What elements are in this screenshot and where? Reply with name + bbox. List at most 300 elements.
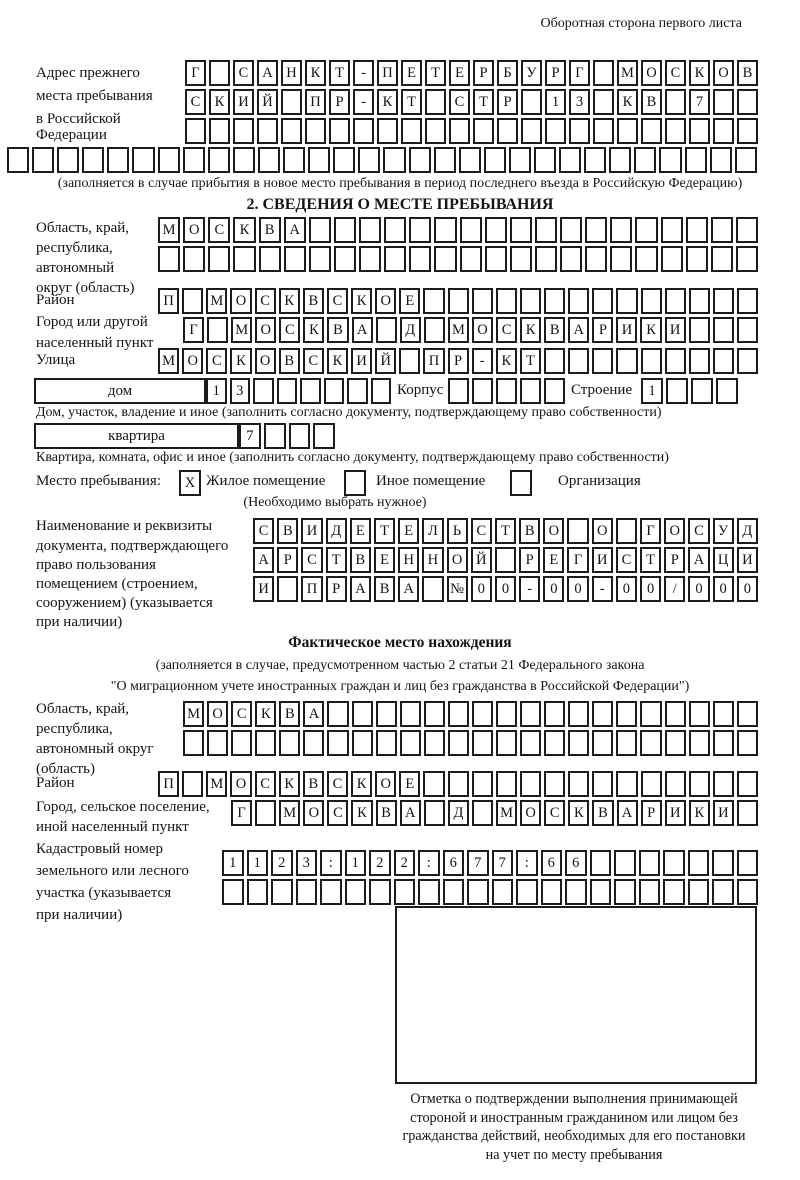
char-cell[interactable] — [409, 217, 431, 243]
char-cell[interactable] — [329, 118, 350, 144]
char-cell[interactable] — [565, 879, 587, 905]
char-cell[interactable] — [473, 118, 494, 144]
char-cell[interactable]: К — [303, 317, 324, 343]
char-cell[interactable]: В — [279, 701, 300, 727]
char-cell[interactable]: К — [209, 89, 230, 115]
char-cell[interactable] — [614, 879, 636, 905]
char-cell[interactable] — [418, 879, 440, 905]
char-cell[interactable]: С — [665, 60, 686, 86]
char-cell[interactable] — [327, 701, 348, 727]
char-cell[interactable] — [711, 217, 733, 243]
char-cell[interactable] — [713, 348, 734, 374]
char-cell[interactable]: К — [327, 348, 348, 374]
char-cell[interactable]: О — [472, 317, 493, 343]
char-cell[interactable]: П — [377, 60, 398, 86]
char-cell[interactable] — [347, 378, 368, 404]
char-cell[interactable] — [568, 348, 589, 374]
document-row-2[interactable] — [253, 547, 758, 573]
char-cell[interactable] — [182, 288, 203, 314]
char-cell[interactable] — [641, 771, 662, 797]
char-cell[interactable]: И — [301, 518, 322, 544]
char-cell[interactable] — [247, 879, 269, 905]
char-cell[interactable] — [737, 288, 758, 314]
char-cell[interactable]: 1 — [247, 850, 269, 876]
document-row-3[interactable] — [253, 576, 758, 602]
char-cell[interactable] — [544, 288, 565, 314]
korpus-cells[interactable] — [448, 378, 565, 404]
char-cell[interactable]: 3 — [230, 378, 251, 404]
char-cell[interactable]: К — [351, 288, 372, 314]
char-cell[interactable]: О — [303, 800, 324, 826]
char-cell[interactable]: Л — [422, 518, 443, 544]
char-cell[interactable] — [484, 147, 506, 173]
char-cell[interactable] — [400, 701, 421, 727]
char-cell[interactable]: М — [496, 800, 517, 826]
char-cell[interactable]: Е — [374, 547, 395, 573]
char-cell[interactable] — [665, 118, 686, 144]
dom-number-cells[interactable] — [206, 378, 391, 404]
char-cell[interactable]: В — [544, 317, 565, 343]
char-cell[interactable]: Г — [231, 800, 252, 826]
char-cell[interactable]: С — [301, 547, 322, 573]
char-cell[interactable] — [277, 576, 298, 602]
char-cell[interactable] — [737, 701, 758, 727]
char-cell[interactable] — [716, 378, 738, 404]
char-cell[interactable]: К — [520, 317, 541, 343]
char-cell[interactable] — [303, 730, 324, 756]
char-cell[interactable]: И — [592, 547, 613, 573]
char-cell[interactable] — [593, 60, 614, 86]
char-cell[interactable] — [639, 879, 661, 905]
char-cell[interactable]: С — [544, 800, 565, 826]
char-cell[interactable]: Т — [520, 348, 541, 374]
char-cell[interactable]: 0 — [737, 576, 758, 602]
char-cell[interactable]: А — [398, 576, 419, 602]
char-cell[interactable] — [497, 118, 518, 144]
char-cell[interactable]: О — [182, 348, 203, 374]
char-cell[interactable]: 1 — [222, 850, 244, 876]
char-cell[interactable] — [495, 547, 516, 573]
char-cell[interactable]: Р — [641, 800, 662, 826]
char-cell[interactable] — [510, 217, 532, 243]
kadastr-row-2[interactable] — [222, 879, 758, 905]
char-cell[interactable]: О — [713, 60, 734, 86]
ulitsa-row[interactable] — [158, 348, 758, 374]
char-cell[interactable] — [369, 879, 391, 905]
char-cell[interactable]: В — [519, 518, 540, 544]
char-cell[interactable]: 7 — [492, 850, 514, 876]
char-cell[interactable]: Т — [495, 518, 516, 544]
char-cell[interactable] — [305, 118, 326, 144]
char-cell[interactable] — [585, 246, 607, 272]
char-cell[interactable] — [233, 147, 255, 173]
char-cell[interactable] — [689, 348, 710, 374]
char-cell[interactable]: С — [279, 317, 300, 343]
char-cell[interactable] — [713, 118, 734, 144]
char-cell[interactable] — [281, 89, 302, 115]
char-cell[interactable] — [592, 348, 613, 374]
char-cell[interactable] — [352, 701, 373, 727]
char-cell[interactable] — [544, 348, 565, 374]
char-cell[interactable] — [376, 730, 397, 756]
char-cell[interactable]: М — [206, 771, 227, 797]
char-cell[interactable] — [711, 246, 733, 272]
char-cell[interactable] — [665, 288, 686, 314]
char-cell[interactable] — [616, 518, 637, 544]
char-cell[interactable]: К — [279, 288, 300, 314]
char-cell[interactable] — [634, 147, 656, 173]
char-cell[interactable] — [472, 771, 493, 797]
char-cell[interactable]: 0 — [688, 576, 709, 602]
char-cell[interactable]: О — [230, 288, 251, 314]
char-cell[interactable] — [688, 850, 710, 876]
char-cell[interactable]: М — [231, 317, 252, 343]
char-cell[interactable] — [544, 730, 565, 756]
char-cell[interactable]: Р — [497, 89, 518, 115]
char-cell[interactable] — [568, 701, 589, 727]
char-cell[interactable] — [459, 147, 481, 173]
char-cell[interactable] — [616, 771, 637, 797]
char-cell[interactable] — [32, 147, 54, 173]
char-cell[interactable] — [472, 288, 493, 314]
char-cell[interactable]: Р — [545, 60, 566, 86]
char-cell[interactable] — [257, 118, 278, 144]
char-cell[interactable] — [185, 118, 206, 144]
char-cell[interactable] — [394, 879, 416, 905]
char-cell[interactable]: Н — [281, 60, 302, 86]
char-cell[interactable]: К — [377, 89, 398, 115]
char-cell[interactable] — [520, 701, 541, 727]
char-cell[interactable] — [158, 147, 180, 173]
fact-oblast-row-1[interactable] — [183, 701, 758, 727]
char-cell[interactable] — [665, 701, 686, 727]
char-cell[interactable] — [296, 879, 318, 905]
char-cell[interactable]: С — [303, 348, 324, 374]
char-cell[interactable] — [207, 317, 228, 343]
char-cell[interactable] — [641, 288, 662, 314]
char-cell[interactable] — [132, 147, 154, 173]
char-cell[interactable] — [182, 771, 203, 797]
char-cell[interactable]: О — [592, 518, 613, 544]
char-cell[interactable]: Й — [257, 89, 278, 115]
char-cell[interactable]: К — [279, 771, 300, 797]
char-cell[interactable]: Е — [399, 771, 420, 797]
char-cell[interactable] — [327, 730, 348, 756]
char-cell[interactable] — [510, 470, 532, 496]
char-cell[interactable] — [424, 317, 445, 343]
char-cell[interactable]: 7 — [467, 850, 489, 876]
char-cell[interactable]: Н — [422, 547, 443, 573]
char-cell[interactable]: Д — [448, 800, 469, 826]
char-cell[interactable] — [448, 378, 469, 404]
char-cell[interactable]: Р — [277, 547, 298, 573]
fact-raion-row[interactable] — [158, 771, 758, 797]
char-cell[interactable]: 0 — [471, 576, 492, 602]
char-cell[interactable]: У — [521, 60, 542, 86]
fact-oblast-row-2[interactable] — [183, 730, 758, 756]
char-cell[interactable]: С — [616, 547, 637, 573]
char-cell[interactable]: В — [277, 518, 298, 544]
char-cell[interactable]: В — [376, 800, 397, 826]
char-cell[interactable] — [521, 89, 542, 115]
char-cell[interactable]: О — [447, 547, 468, 573]
char-cell[interactable] — [424, 730, 445, 756]
char-cell[interactable]: С — [327, 288, 348, 314]
char-cell[interactable]: 1 — [345, 850, 367, 876]
char-cell[interactable]: У — [713, 518, 734, 544]
char-cell[interactable]: 1 — [641, 378, 663, 404]
char-cell[interactable]: А — [400, 800, 421, 826]
char-cell[interactable] — [434, 217, 456, 243]
char-cell[interactable] — [585, 217, 607, 243]
char-cell[interactable]: И — [665, 800, 686, 826]
char-cell[interactable]: : — [418, 850, 440, 876]
char-cell[interactable]: А — [352, 317, 373, 343]
char-cell[interactable] — [592, 701, 613, 727]
char-cell[interactable]: С — [206, 348, 227, 374]
char-cell[interactable]: Г — [567, 547, 588, 573]
char-cell[interactable] — [158, 246, 180, 272]
char-cell[interactable]: В — [303, 771, 324, 797]
char-cell[interactable]: К — [568, 800, 589, 826]
char-cell[interactable]: 7 — [689, 89, 710, 115]
char-cell[interactable]: X — [179, 470, 201, 496]
char-cell[interactable] — [255, 800, 276, 826]
char-cell[interactable] — [609, 147, 631, 173]
char-cell[interactable] — [593, 89, 614, 115]
char-cell[interactable] — [308, 147, 330, 173]
char-cell[interactable]: Т — [473, 89, 494, 115]
prev-address-row-2[interactable] — [185, 89, 758, 115]
gorod-row[interactable] — [183, 317, 758, 343]
char-cell[interactable]: Й — [375, 348, 396, 374]
char-cell[interactable] — [57, 147, 79, 173]
char-cell[interactable] — [376, 317, 397, 343]
char-cell[interactable] — [592, 288, 613, 314]
char-cell[interactable]: В — [327, 317, 348, 343]
char-cell[interactable]: Т — [374, 518, 395, 544]
raion-row[interactable] — [158, 288, 758, 314]
char-cell[interactable]: О — [207, 701, 228, 727]
char-cell[interactable] — [409, 147, 431, 173]
char-cell[interactable] — [593, 118, 614, 144]
char-cell[interactable] — [425, 118, 446, 144]
char-cell[interactable] — [688, 879, 710, 905]
char-cell[interactable]: В — [374, 576, 395, 602]
char-cell[interactable] — [231, 730, 252, 756]
char-cell[interactable] — [592, 771, 613, 797]
char-cell[interactable]: С — [253, 518, 274, 544]
char-cell[interactable]: С — [185, 89, 206, 115]
char-cell[interactable] — [384, 217, 406, 243]
char-cell[interactable] — [449, 118, 470, 144]
char-cell[interactable] — [737, 730, 758, 756]
char-cell[interactable]: А — [284, 217, 306, 243]
char-cell[interactable]: И — [616, 317, 637, 343]
char-cell[interactable] — [284, 246, 306, 272]
char-cell[interactable] — [333, 147, 355, 173]
char-cell[interactable] — [359, 217, 381, 243]
char-cell[interactable]: Е — [350, 518, 371, 544]
char-cell[interactable]: - — [592, 576, 613, 602]
char-cell[interactable]: Е — [449, 60, 470, 86]
char-cell[interactable]: П — [423, 348, 444, 374]
oblast-row-2[interactable] — [158, 246, 758, 272]
char-cell[interactable] — [666, 378, 688, 404]
char-cell[interactable] — [313, 423, 335, 449]
char-cell[interactable] — [737, 89, 758, 115]
char-cell[interactable]: С — [327, 771, 348, 797]
kvartira-number-cells[interactable] — [239, 423, 335, 449]
char-cell[interactable] — [253, 378, 274, 404]
char-cell[interactable] — [568, 288, 589, 314]
char-cell[interactable] — [568, 771, 589, 797]
char-cell[interactable]: К — [230, 348, 251, 374]
char-cell[interactable] — [233, 246, 255, 272]
char-cell[interactable] — [560, 246, 582, 272]
document-row-1[interactable] — [253, 518, 758, 544]
char-cell[interactable]: В — [737, 60, 758, 86]
char-cell[interactable] — [584, 147, 606, 173]
char-cell[interactable] — [735, 147, 757, 173]
stroenie-cells[interactable] — [641, 378, 738, 404]
char-cell[interactable]: К — [305, 60, 326, 86]
char-cell[interactable]: И — [351, 348, 372, 374]
char-cell[interactable]: О — [375, 771, 396, 797]
char-cell[interactable]: Т — [401, 89, 422, 115]
char-cell[interactable] — [222, 879, 244, 905]
char-cell[interactable] — [641, 348, 662, 374]
char-cell[interactable] — [359, 246, 381, 272]
char-cell[interactable] — [371, 378, 392, 404]
char-cell[interactable] — [448, 288, 469, 314]
char-cell[interactable]: 6 — [541, 850, 563, 876]
char-cell[interactable]: Н — [398, 547, 419, 573]
char-cell[interactable] — [496, 771, 517, 797]
char-cell[interactable] — [384, 246, 406, 272]
char-cell[interactable] — [443, 879, 465, 905]
char-cell[interactable] — [521, 118, 542, 144]
char-cell[interactable] — [485, 246, 507, 272]
char-cell[interactable]: В — [303, 288, 324, 314]
char-cell[interactable] — [520, 378, 541, 404]
char-cell[interactable]: С — [233, 60, 254, 86]
char-cell[interactable]: : — [320, 850, 342, 876]
char-cell[interactable] — [208, 246, 230, 272]
char-cell[interactable]: 3 — [569, 89, 590, 115]
char-cell[interactable]: Р — [519, 547, 540, 573]
char-cell[interactable] — [736, 246, 758, 272]
char-cell[interactable]: 1 — [545, 89, 566, 115]
char-cell[interactable]: - — [519, 576, 540, 602]
char-cell[interactable]: 0 — [616, 576, 637, 602]
char-cell[interactable] — [661, 246, 683, 272]
char-cell[interactable]: С — [688, 518, 709, 544]
char-cell[interactable] — [686, 246, 708, 272]
char-cell[interactable] — [544, 771, 565, 797]
char-cell[interactable] — [534, 147, 556, 173]
char-cell[interactable] — [689, 317, 710, 343]
char-cell[interactable]: П — [158, 771, 179, 797]
char-cell[interactable] — [617, 118, 638, 144]
char-cell[interactable] — [592, 730, 613, 756]
char-cell[interactable] — [345, 879, 367, 905]
char-cell[interactable] — [255, 730, 276, 756]
char-cell[interactable] — [665, 730, 686, 756]
char-cell[interactable] — [448, 771, 469, 797]
char-cell[interactable]: К — [351, 771, 372, 797]
char-cell[interactable] — [520, 730, 541, 756]
char-cell[interactable] — [737, 850, 759, 876]
char-cell[interactable] — [510, 246, 532, 272]
char-cell[interactable] — [689, 771, 710, 797]
char-cell[interactable]: О — [375, 288, 396, 314]
char-cell[interactable] — [520, 771, 541, 797]
char-cell[interactable] — [424, 800, 445, 826]
char-cell[interactable]: С — [471, 518, 492, 544]
char-cell[interactable]: О — [183, 217, 205, 243]
char-cell[interactable] — [183, 147, 205, 173]
char-cell[interactable] — [737, 317, 758, 343]
char-cell[interactable]: Д — [737, 518, 758, 544]
char-cell[interactable] — [590, 850, 612, 876]
char-cell[interactable] — [358, 147, 380, 173]
char-cell[interactable]: 0 — [543, 576, 564, 602]
char-cell[interactable] — [641, 118, 662, 144]
char-cell[interactable] — [401, 118, 422, 144]
char-cell[interactable]: С — [449, 89, 470, 115]
char-cell[interactable] — [665, 348, 686, 374]
char-cell[interactable]: М — [279, 800, 300, 826]
char-cell[interactable]: 2 — [271, 850, 293, 876]
char-cell[interactable] — [233, 118, 254, 144]
char-cell[interactable] — [689, 288, 710, 314]
char-cell[interactable] — [320, 879, 342, 905]
char-cell[interactable] — [352, 730, 373, 756]
char-cell[interactable]: А — [257, 60, 278, 86]
char-cell[interactable] — [376, 701, 397, 727]
char-cell[interactable] — [686, 217, 708, 243]
char-cell[interactable]: О — [255, 348, 276, 374]
char-cell[interactable]: М — [617, 60, 638, 86]
char-cell[interactable] — [424, 701, 445, 727]
fact-gorod-row[interactable] — [231, 800, 758, 826]
char-cell[interactable]: О — [641, 60, 662, 86]
char-cell[interactable] — [713, 89, 734, 115]
char-cell[interactable]: П — [301, 576, 322, 602]
char-cell[interactable] — [614, 850, 636, 876]
char-cell[interactable]: К — [255, 701, 276, 727]
oblast-row-1[interactable] — [158, 217, 758, 243]
char-cell[interactable]: К — [233, 217, 255, 243]
char-cell[interactable]: С — [255, 771, 276, 797]
char-cell[interactable]: К — [496, 348, 517, 374]
char-cell[interactable] — [279, 730, 300, 756]
char-cell[interactable]: 0 — [567, 576, 588, 602]
char-cell[interactable] — [434, 147, 456, 173]
char-cell[interactable]: Т — [640, 547, 661, 573]
char-cell[interactable]: Б — [497, 60, 518, 86]
char-cell[interactable] — [353, 118, 374, 144]
char-cell[interactable] — [737, 771, 758, 797]
char-cell[interactable]: А — [253, 547, 274, 573]
char-cell[interactable] — [689, 118, 710, 144]
char-cell[interactable] — [520, 288, 541, 314]
char-cell[interactable]: А — [617, 800, 638, 826]
char-cell[interactable] — [509, 147, 531, 173]
char-cell[interactable] — [271, 879, 293, 905]
char-cell[interactable]: И — [737, 547, 758, 573]
